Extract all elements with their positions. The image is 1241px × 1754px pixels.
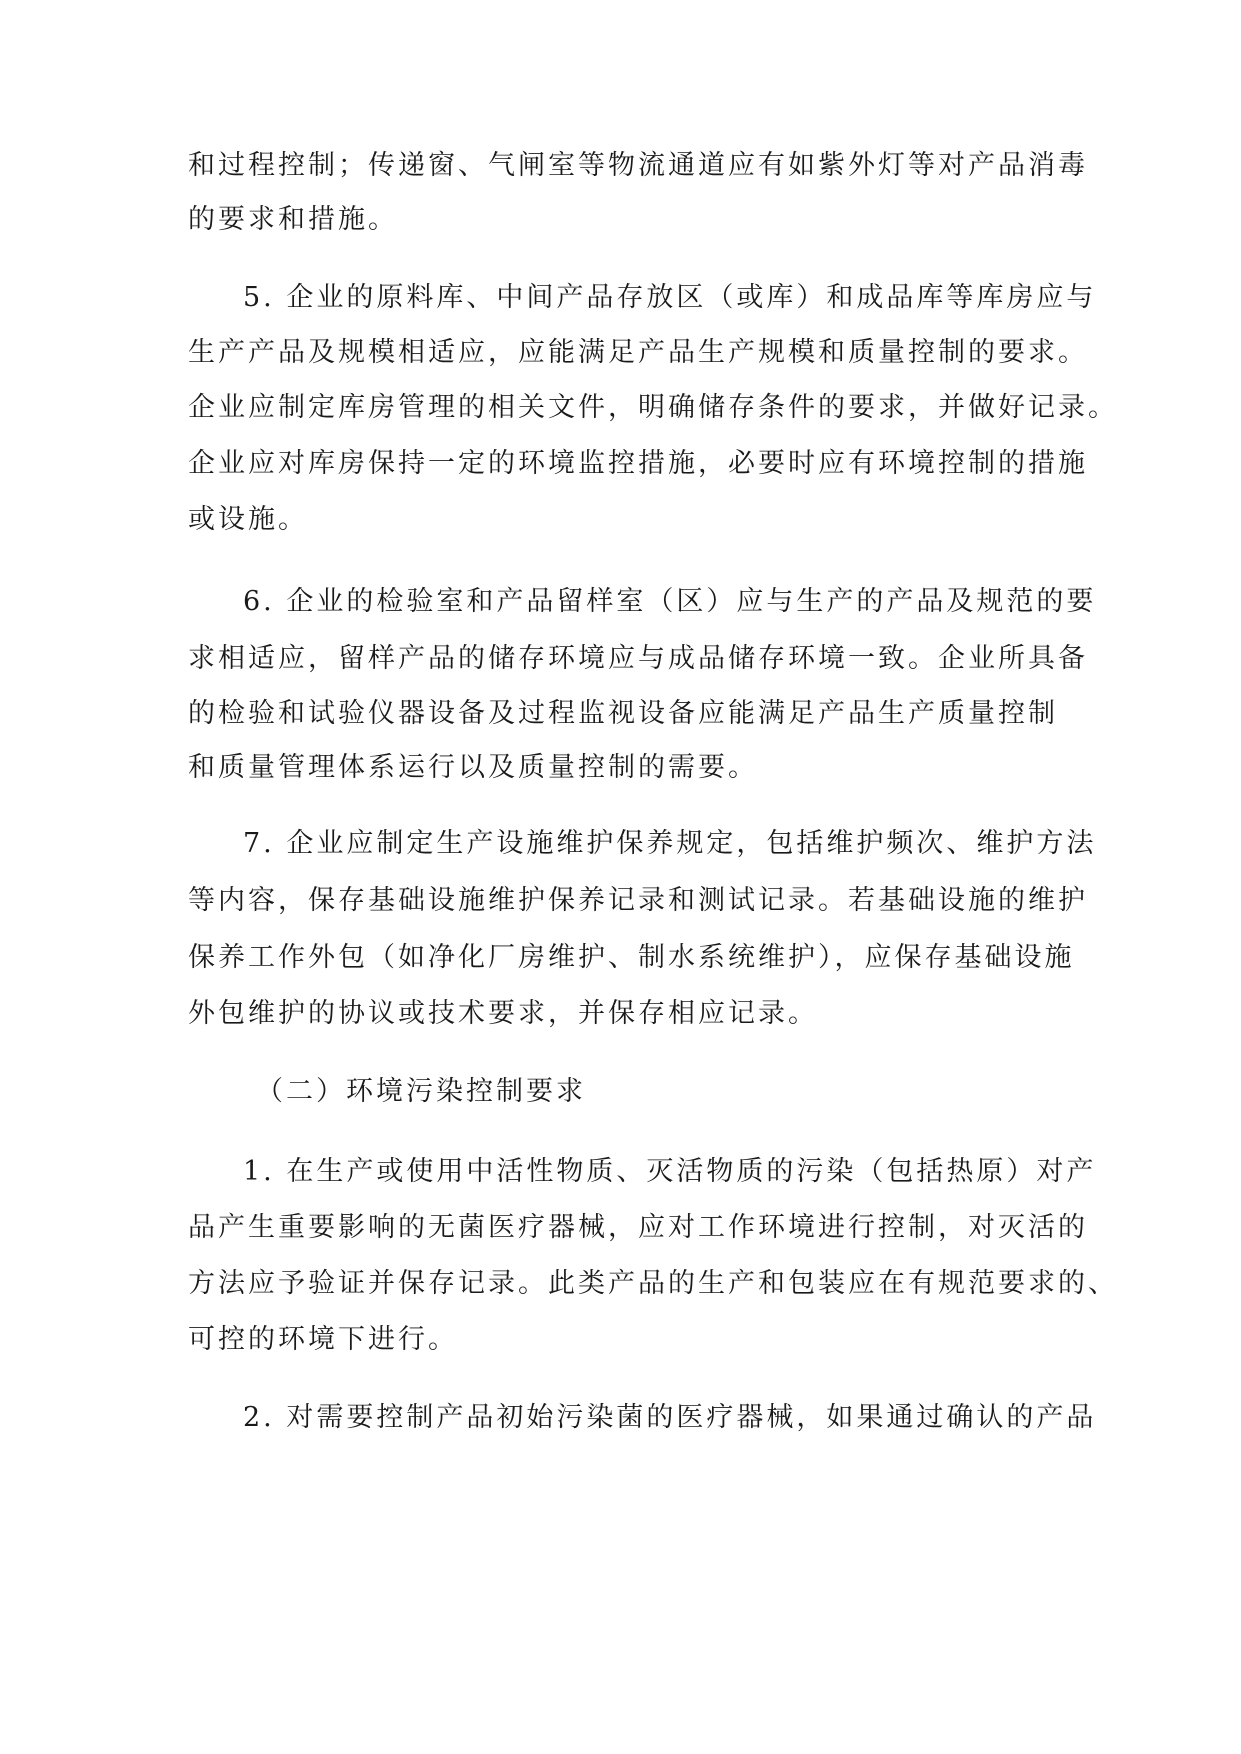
paragraph-7-line-1: 7. 企业应制定生产设施维护保养规定，包括维护频次、维护方法 [243,828,1097,859]
paragraph-6-line-4: 和质量管理体系运行以及质量控制的需要。 [188,752,758,783]
paragraph-6-line-3: 的检验和试验仪器设备及过程监视设备应能满足产品生产质量控制 [188,698,1058,729]
paragraph-5-line-5: 或设施。 [188,504,308,535]
paragraph-7-line-2: 等内容，保存基础设施维护保养记录和测试记录。若基础设施的维护 [188,885,1088,916]
paragraph-5-line-4: 企业应对库房保持一定的环境监控措施，必要时应有环境控制的措施 [188,448,1088,479]
paragraph-5-line-2: 生产产品及规模相适应，应能满足产品生产规模和质量控制的要求。 [188,337,1088,368]
item-1-line-2: 品产生重要影响的无菌医疗器械，应对工作环境进行控制，对灭活的 [188,1212,1088,1243]
paragraph-4-line-1: 和过程控制；传递窗、气闸室等物流通道应有如紫外灯等对产品消毒 [188,150,1088,181]
paragraph-4-line-2: 的要求和措施。 [188,204,398,235]
paragraph-6-line-1: 6. 企业的检验室和产品留样室（区）应与生产的产品及规范的要 [243,586,1097,617]
paragraph-5-line-1: 5. 企业的原料库、中间产品存放区（或库）和成品库等库房应与 [243,282,1097,313]
item-2-line-1: 2. 对需要控制产品初始污染菌的医疗器械，如果通过确认的产品 [243,1402,1097,1433]
paragraph-7-line-3: 保养工作外包（如净化厂房维护、制水系统维护），应保存基础设施 [188,942,1075,973]
item-1-line-4: 可控的环境下进行。 [188,1324,458,1355]
paragraph-6-line-2: 求相适应，留样产品的储存环境应与成品储存环境一致。企业所具备 [188,643,1088,674]
item-1-line-3: 方法应予验证并保存记录。此类产品的生产和包装应在有规范要求的、 [188,1268,1118,1299]
paragraph-7-line-4: 外包维护的协议或技术要求，并保存相应记录。 [188,998,818,1029]
section-heading: （二）环境污染控制要求 [256,1076,586,1107]
item-1-line-1: 1. 在生产或使用中活性物质、灭活物质的污染（包括热原）对产 [243,1156,1097,1187]
paragraph-5-line-3: 企业应制定库房管理的相关文件，明确储存条件的要求，并做好记录。 [188,392,1118,423]
